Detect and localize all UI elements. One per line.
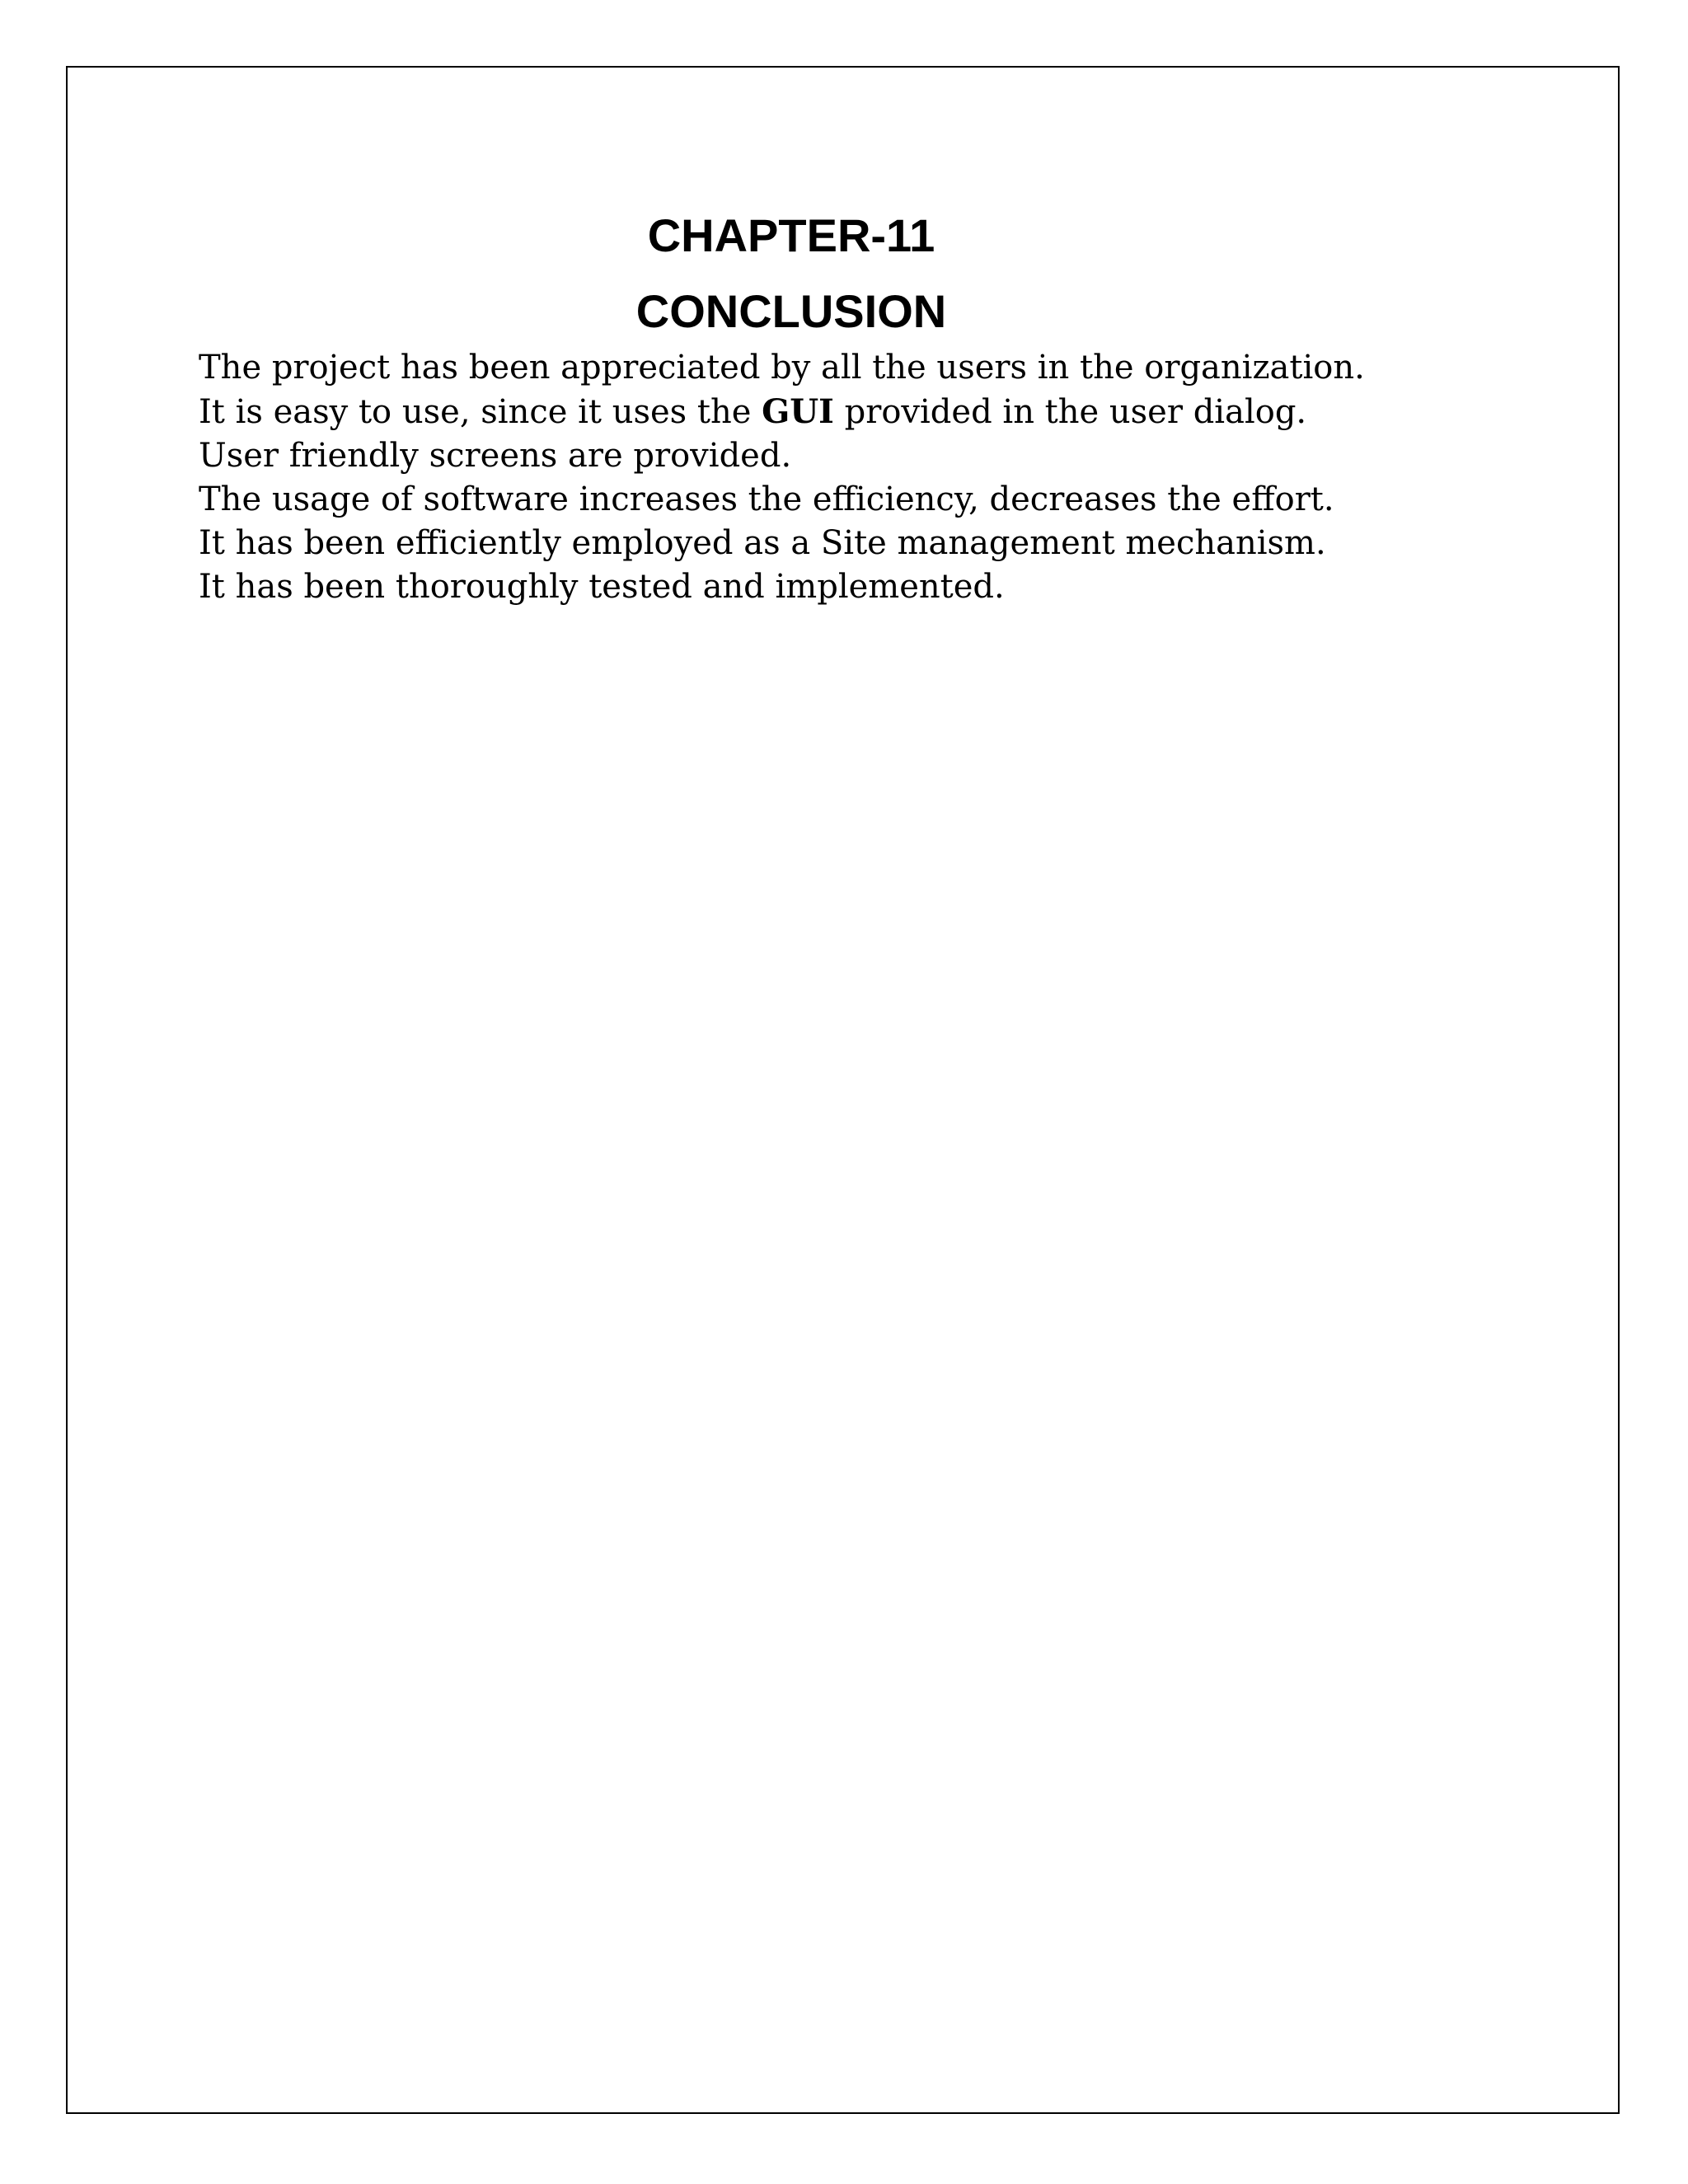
line-text: provided in the user dialog. <box>833 393 1307 431</box>
paragraph-line: User friendly screens are provided. <box>199 437 792 475</box>
paragraph-line: It has been efficiently employed as a Site management mechanism. <box>199 524 1326 562</box>
chapter-title: CONCLUSION <box>635 285 947 337</box>
chapter-number: CHAPTER-11 <box>647 209 935 261</box>
gui-term: GUI <box>762 392 834 431</box>
line-text: It is easy to use, since it uses the <box>199 393 762 431</box>
conclusion-body <box>199 346 1600 609</box>
paragraph-line: It has been thoroughly tested and implemented. <box>199 568 1005 606</box>
paragraph-line: The usage of software increases the efficiency, decreases the effort. <box>199 480 1334 518</box>
paragraph-line <box>199 390 1600 434</box>
paragraph-line: The project has been appreciated by all the users in the organization. <box>199 349 1365 387</box>
